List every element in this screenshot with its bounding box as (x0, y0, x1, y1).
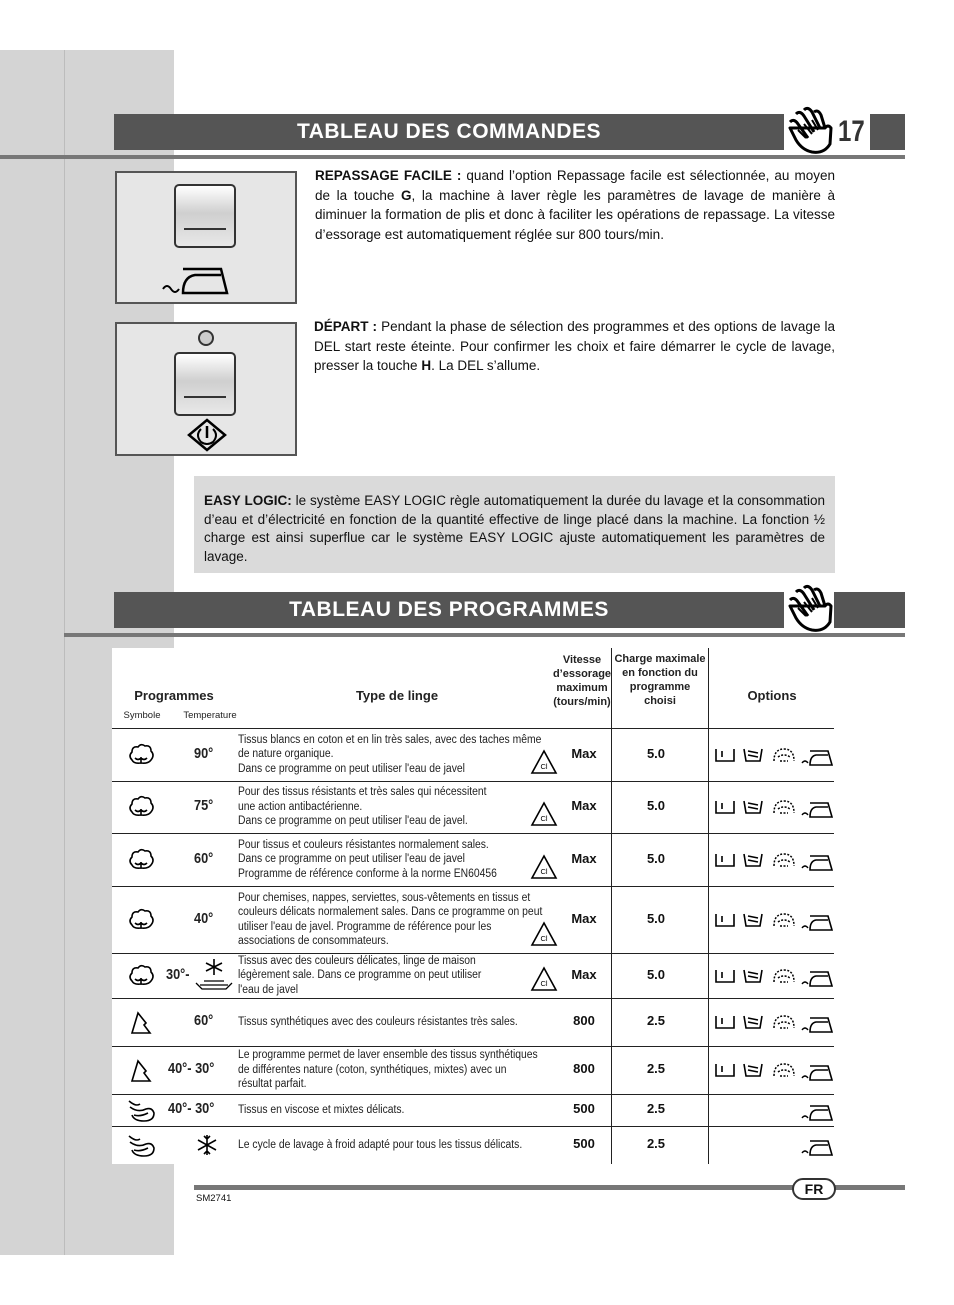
programs-title: TABLEAU DES PROGRAMMES (114, 592, 784, 628)
easy-iron-panel (115, 171, 297, 304)
fabric-description-line: Dans ce programme on peut utiliser l'eau de javel (238, 853, 465, 866)
header-type: Type de linge (355, 688, 439, 703)
cotton-program-icon (126, 847, 156, 875)
program-temperature: 40° (194, 909, 214, 927)
max-load: 5.0 (646, 850, 666, 866)
delicate-program-icon (126, 1097, 156, 1125)
max-load: 2.5 (646, 1136, 666, 1151)
program-temperature: 40°- 30° (168, 1100, 215, 1117)
max-load: 5.0 (646, 966, 666, 982)
options-icons (714, 850, 836, 872)
start-panel (115, 322, 297, 456)
language-badge: FR (792, 1178, 836, 1200)
iron-icon (161, 265, 233, 299)
fabric-description-line: l'eau de javel (238, 983, 299, 996)
synthetic-program-icon (126, 1057, 156, 1085)
svg-text:Cl: Cl (540, 762, 548, 771)
fabric-description-line: Dans ce programme on peut utiliser l'eau de javel (238, 762, 465, 775)
fabric-description-line: de nature organique. (238, 748, 334, 761)
fabric-description-line: Programme de référence conforme à la norme EN60456 (238, 867, 497, 880)
fabric-description-line: Tissus synthétiques avec des couleurs résistantes très sales. (238, 1015, 518, 1028)
program-temperature: 40°- 30° (168, 1060, 215, 1077)
spin-speed: Max (571, 850, 597, 866)
title-bar-end (870, 114, 905, 150)
max-load: 5.0 (646, 745, 666, 761)
options-icons (714, 910, 836, 932)
header-load: Charge maximale en fonction du programme choisi (614, 653, 706, 707)
cotton-program-icon (126, 963, 156, 991)
section-rule (64, 633, 905, 637)
options-icons (714, 1100, 836, 1122)
page-number: 17 (838, 115, 865, 148)
document-code: SM2741 (196, 1193, 232, 1204)
synthetic-program-icon (126, 1009, 156, 1037)
program-temperature: 60° (194, 1012, 214, 1029)
options-icons (714, 1060, 836, 1082)
easy-iron-description: REPASSAGE FACILE : quand l’option Repassage facile est sélectionnée, au moyen de la touche G, la machine à laver règle les paramètres de lavage de manière à diminuer la formation de plis et donc à faciliter les opérations de repassage. La vitesse d’essorage est automatiquement réglée sur 800 tours/min. (315, 168, 835, 242)
fabric-description-line: couleurs délicats normalement sales. Dans ce programme on peut (238, 906, 543, 918)
fabric-description-line: Tissus en viscose et mixtes délicats. (238, 1103, 405, 1116)
program-temperature: 60° (194, 849, 214, 867)
options-icons (714, 797, 836, 819)
fabric-description-line: de différentes nature (coton, synthétiques, mixtes) avec un (238, 1063, 507, 1076)
start-description: DÉPART : Pendant la phase de sélection des programmes et des options de lavage la DEL start reste éteinte. Pour confirmer les choix et faire démarrer le cycle de lavage, presser la touche H. La DEL s’allume. (314, 319, 836, 373)
start-button[interactable] (174, 352, 236, 416)
programs-table (112, 648, 834, 1164)
easy-logic-text: EASY LOGIC: le système EASY LOGIC règle automatiquement la durée du lavage et la consommation d’eau et d’électricité en fonction de la quantité effective de linge placé dans la machine. La fonction ½ charge est ainsi superflue car le système EASY LOGIC ajuste automatiquement les paramètres de lavage. (204, 493, 825, 564)
fabric-description-line: Tissus blancs en coton et en lin très sales, avec des taches même (238, 733, 542, 746)
program-temperature: 30°- (166, 965, 190, 983)
bleach-icon (530, 921, 558, 947)
fabric-description-line: résultat parfait. (238, 1078, 307, 1091)
options-icons (714, 1135, 836, 1157)
fabric-description-line: Pour tissus et couleurs résistantes normalement sales. (238, 838, 489, 851)
fabric-description-line: Pour chemises, nappes, serviettes, sous-vêtements en tissus et (238, 891, 531, 904)
max-load: 5.0 (646, 910, 666, 926)
header-speed: Vitesse d’essorage maximum (tours/min) (552, 654, 612, 708)
max-load: 2.5 (646, 1101, 666, 1116)
start-pause-icon (187, 418, 227, 452)
header-options: Options (747, 688, 797, 703)
options-icons (714, 1012, 836, 1034)
delicate-program-icon (126, 1132, 156, 1160)
options-icons (714, 745, 836, 767)
fabric-description-line: Dans ce programme on peut utiliser l'eau de javel. (238, 815, 468, 828)
svg-text:Cl: Cl (540, 979, 548, 988)
cold-wash-icon (194, 957, 234, 995)
cotton-program-icon (126, 742, 156, 770)
hand-icon (784, 104, 834, 154)
start-led (198, 330, 214, 346)
fabric-description-line: Le cycle de lavage à froid adapté pour tous les tissus délicats. (238, 1138, 523, 1151)
header-programmes: Programmes (134, 688, 214, 703)
max-load: 2.5 (646, 1061, 666, 1076)
svg-text:Cl: Cl (540, 934, 548, 943)
spin-speed: Max (571, 745, 597, 761)
bleach-icon (530, 801, 558, 827)
max-load: 5.0 (646, 798, 666, 813)
svg-text:Cl: Cl (540, 814, 548, 823)
spin-speed: 500 (573, 1101, 595, 1116)
section-rule (0, 155, 905, 159)
header-temperature: Temperature (183, 710, 237, 721)
spin-speed: Max (571, 910, 597, 926)
header-symbole: Symbole (123, 710, 161, 721)
cotton-program-icon (126, 794, 156, 822)
fabric-description-line: utiliser l'eau de javel. Programme de référence pour les (238, 920, 492, 933)
options-icons (714, 966, 836, 988)
fabric-description-line: Pour des tissus résistants et très sales qui nécessitent (238, 786, 487, 799)
spin-speed: 500 (573, 1136, 595, 1151)
hand-icon (784, 582, 834, 632)
fabric-description-line: légèrement sale. Dans ce programme on peut utiliser (238, 969, 482, 982)
spin-speed: Max (571, 798, 597, 813)
spin-speed: 800 (573, 1061, 595, 1076)
fabric-description-line: Le programme permet de laver ensemble des tissus synthétiques (238, 1049, 538, 1062)
spin-speed: Max (571, 966, 597, 982)
program-temperature: 75° (194, 797, 214, 814)
bleach-icon (530, 749, 558, 775)
spin-speed: 800 (573, 1013, 595, 1028)
max-load: 2.5 (646, 1013, 666, 1028)
snowflake-icon (196, 1134, 218, 1156)
commands-title: TABLEAU DES COMMANDES (114, 114, 784, 150)
bleach-icon (530, 854, 558, 880)
fabric-description-line: Tissus avec des couleurs délicates, linge de maison (238, 954, 476, 967)
bleach-icon (530, 966, 558, 992)
easy-logic-box (194, 476, 835, 573)
fabric-description-line: une action antibactérienne. (238, 800, 363, 813)
fabric-description-line: associations de consommateurs. (238, 935, 389, 947)
title-bar-end (834, 592, 905, 628)
easy-iron-button[interactable] (174, 184, 236, 248)
program-temperature: 90° (194, 744, 214, 762)
cotton-program-icon (126, 907, 156, 935)
svg-text:Cl: Cl (540, 867, 548, 876)
